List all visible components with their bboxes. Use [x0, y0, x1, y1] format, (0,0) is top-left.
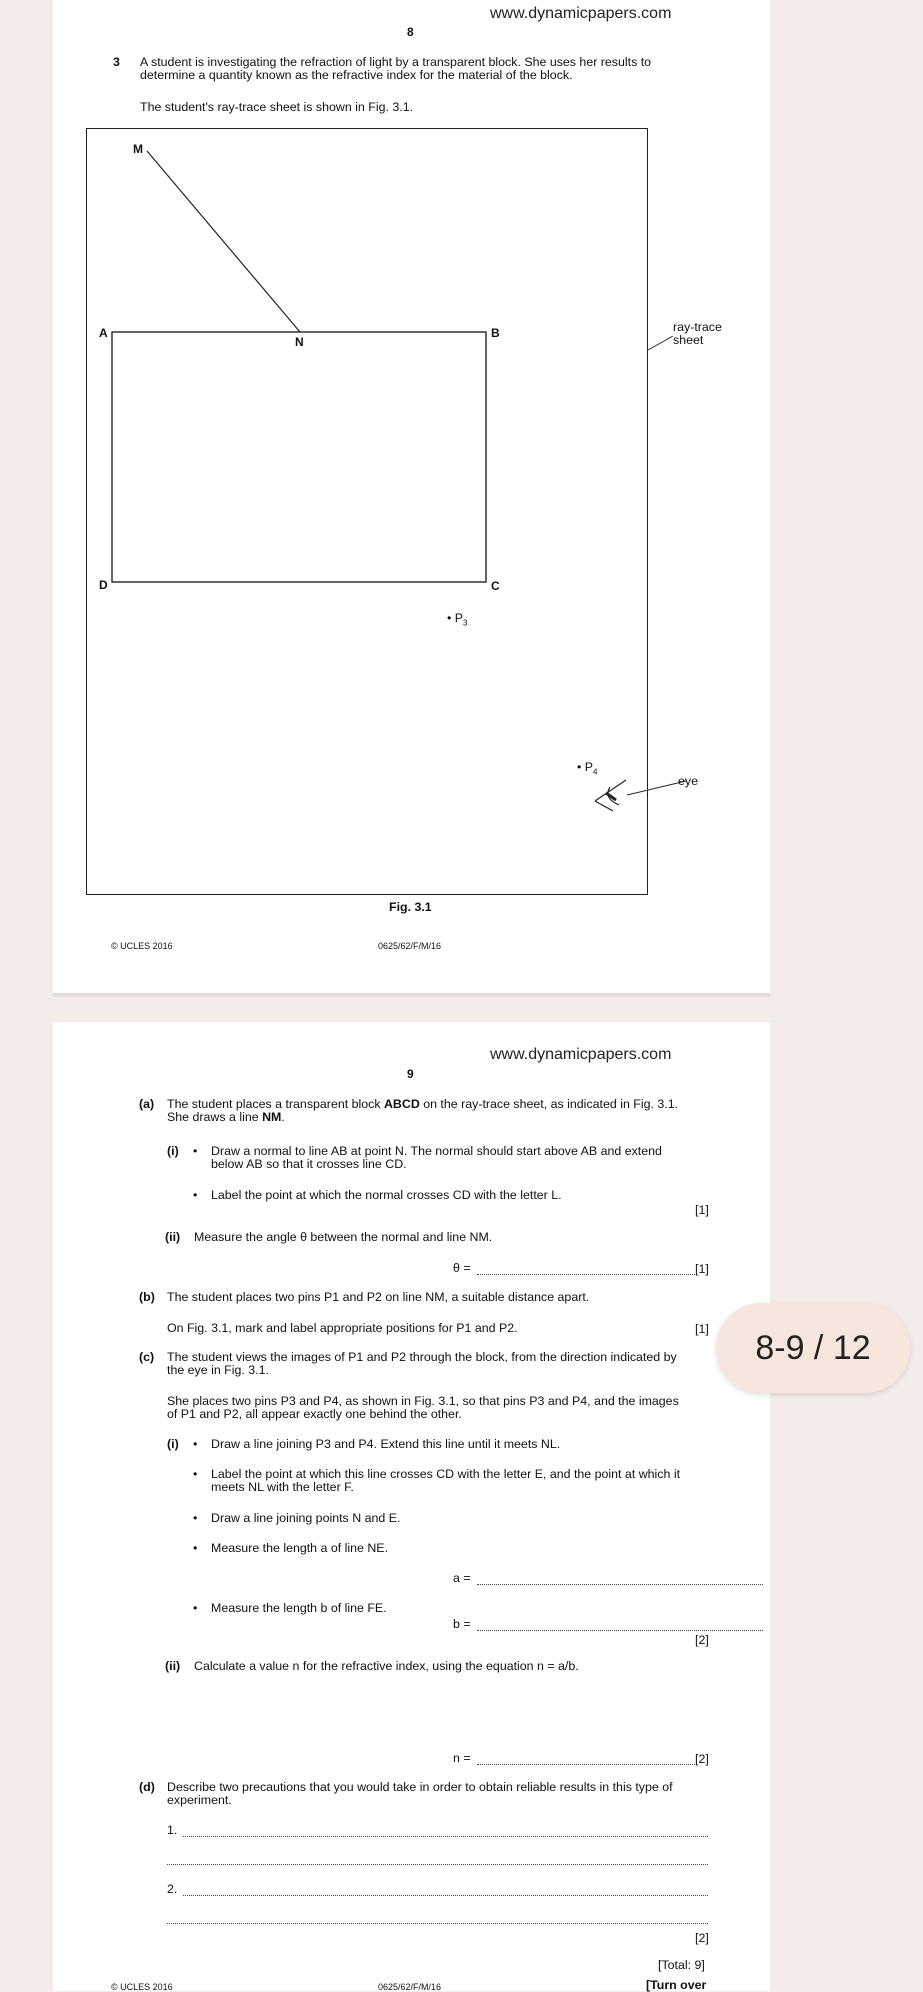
part-d-text-line: experiment.: [167, 1793, 232, 1807]
document-page-9: [53, 1022, 770, 1991]
a-label: a =: [453, 1571, 471, 1585]
n-label: n =: [453, 1751, 471, 1765]
label-b: B: [491, 326, 500, 340]
bullet: •: [193, 1541, 198, 1555]
label-c: C: [491, 579, 500, 593]
answer-line[interactable]: [167, 1923, 708, 1924]
part-c-text-line: the eye in Fig. 3.1.: [167, 1363, 269, 1377]
footer-copyright: © UCLES 2016: [111, 941, 173, 951]
part-ai-tag: (i): [167, 1144, 179, 1158]
bullet: •: [193, 1437, 198, 1451]
theta-answer-line[interactable]: [477, 1274, 695, 1275]
answer-line[interactable]: [183, 1836, 708, 1837]
bullet: •: [193, 1144, 198, 1158]
part-c-text-line: She places two pins P3 and P4, as shown in Fig. 3.1, so that pins P3 and P4, and the images: [167, 1394, 679, 1408]
page-number: 8: [407, 25, 414, 39]
part-c-text-line: The student views the images of P1 and P2 through the block, from the direction indicated by: [167, 1350, 677, 1364]
incident-ray-nm: [147, 151, 300, 332]
site-url[interactable]: www.dynamicpapers.com: [490, 1046, 672, 1063]
figure-caption: Fig. 3.1: [389, 900, 432, 914]
n-answer-line[interactable]: [477, 1764, 695, 1765]
bullet: •: [193, 1467, 198, 1481]
figure-reference-text: The student's ray-trace sheet is shown in Fig. 3.1.: [140, 100, 414, 114]
a-answer-line[interactable]: [477, 1584, 763, 1585]
part-b-tag: (b): [139, 1290, 155, 1304]
part-d-text-line: Describe two precautions that you would take in order to obtain reliable results in this type of: [167, 1780, 673, 1794]
part-a-tag: (a): [139, 1097, 155, 1111]
part-aii-text: Measure the angle θ between the normal and line NM.: [194, 1230, 493, 1244]
part-cii-text: Calculate a value n for the refractive index, using the equation n = a/b.: [194, 1659, 579, 1673]
bullet: •: [193, 1511, 198, 1525]
eye-icon: [595, 780, 626, 811]
document-page-8: [53, 0, 770, 993]
part-ci-bullet-line: meets NL with the letter F.: [211, 1480, 354, 1494]
part-cii-tag: (ii): [165, 1659, 181, 1673]
part-ci-tag: (i): [167, 1437, 179, 1451]
answer-line[interactable]: [183, 1895, 708, 1896]
bullet: •: [193, 1601, 198, 1615]
label-a: A: [99, 326, 108, 340]
part-c-tag: (c): [139, 1350, 155, 1364]
mark-allocation: [2]: [695, 1752, 709, 1766]
page-number: 9: [407, 1067, 414, 1081]
glass-block-abcd: [112, 332, 486, 582]
theta-label: θ =: [453, 1261, 471, 1275]
part-ci-bullet-line: Draw a line joining points N and E.: [211, 1511, 401, 1525]
page-separator: [53, 993, 770, 997]
mark-allocation: [1]: [695, 1262, 709, 1276]
part-c-text-line: of P1 and P2, all appear exactly one behind the other.: [167, 1407, 462, 1421]
part-ci-bullet-line: Measure the length b of line FE.: [211, 1601, 387, 1615]
annotation-ray-trace: ray-trace: [673, 320, 722, 334]
footer-copyright: © UCLES 2016: [111, 1982, 173, 1992]
answer-item-1: 1.: [167, 1823, 178, 1837]
question-text-line: determine a quantity known as the refractive index for the material of the block.: [140, 68, 573, 82]
label-m: M: [133, 142, 143, 156]
ray-trace-diagram: [53, 0, 770, 993]
answer-item-2: 2.: [167, 1882, 178, 1896]
label-d: D: [99, 578, 108, 592]
part-b-text: The student places two pins P1 and P2 on line NM, a suitable distance apart.: [167, 1290, 590, 1304]
part-ai-bullet-line: Draw a normal to line AB at point N. The normal should start above AB and extend: [211, 1144, 662, 1158]
answer-line[interactable]: [167, 1864, 708, 1865]
mark-allocation: [2]: [695, 1931, 709, 1945]
page-indicator-badge: 8-9 / 12: [716, 1303, 910, 1393]
footer-paper-code: 0625/62/F/M/16: [378, 1982, 442, 1992]
raytrace-pointer-line: [648, 336, 673, 350]
question-number: 3: [113, 55, 120, 69]
bullet: •: [193, 1188, 198, 1202]
mark-allocation: [1]: [695, 1322, 709, 1336]
annotation-sheet: sheet: [673, 333, 704, 347]
turn-over-label: [Turn over: [646, 1978, 707, 1992]
b-answer-line[interactable]: [477, 1630, 763, 1631]
question-text-line: A student is investigating the refraction of light by a transparent block. She uses her results to: [140, 55, 652, 69]
part-ai-bullet-line: below AB so that it crosses line CD.: [211, 1157, 407, 1171]
mark-allocation: [2]: [695, 1633, 709, 1647]
footer-paper-code: 0625/62/F/M/16: [378, 941, 442, 951]
label-n: N: [295, 335, 304, 349]
b-label: b =: [453, 1617, 471, 1631]
annotation-eye: eye: [678, 774, 698, 788]
part-ai-bullet-line: Label the point at which the normal crosses CD with the letter L.: [211, 1188, 562, 1202]
site-url[interactable]: www.dynamicpapers.com: [490, 5, 672, 22]
total-marks: [Total: 9]: [658, 1958, 705, 1972]
mark-allocation: [1]: [695, 1203, 709, 1217]
part-ci-bullet-line: Measure the length a of line NE.: [211, 1541, 389, 1555]
part-aii-tag: (ii): [165, 1230, 181, 1244]
part-a-text-line: She draws a line NM.: [167, 1110, 285, 1124]
pin-p3: • $P_3$: [447, 611, 468, 628]
part-ci-bullet-line: Draw a line joining P3 and P4. Extend this line until it meets NL.: [211, 1437, 561, 1451]
part-b-instruction: On Fig. 3.1, mark and label appropriate positions for P1 and P2.: [167, 1321, 518, 1335]
part-ci-bullet-line: Label the point at which this line crosses CD with the letter E, and the point at which it: [211, 1467, 681, 1481]
part-d-tag: (d): [139, 1780, 155, 1794]
part-a-text-line: The student places a transparent block ABCD on the ray-trace sheet, as indicated in Fig. 3.1.: [167, 1097, 679, 1111]
pin-p4: • $P_4$: [577, 760, 598, 777]
